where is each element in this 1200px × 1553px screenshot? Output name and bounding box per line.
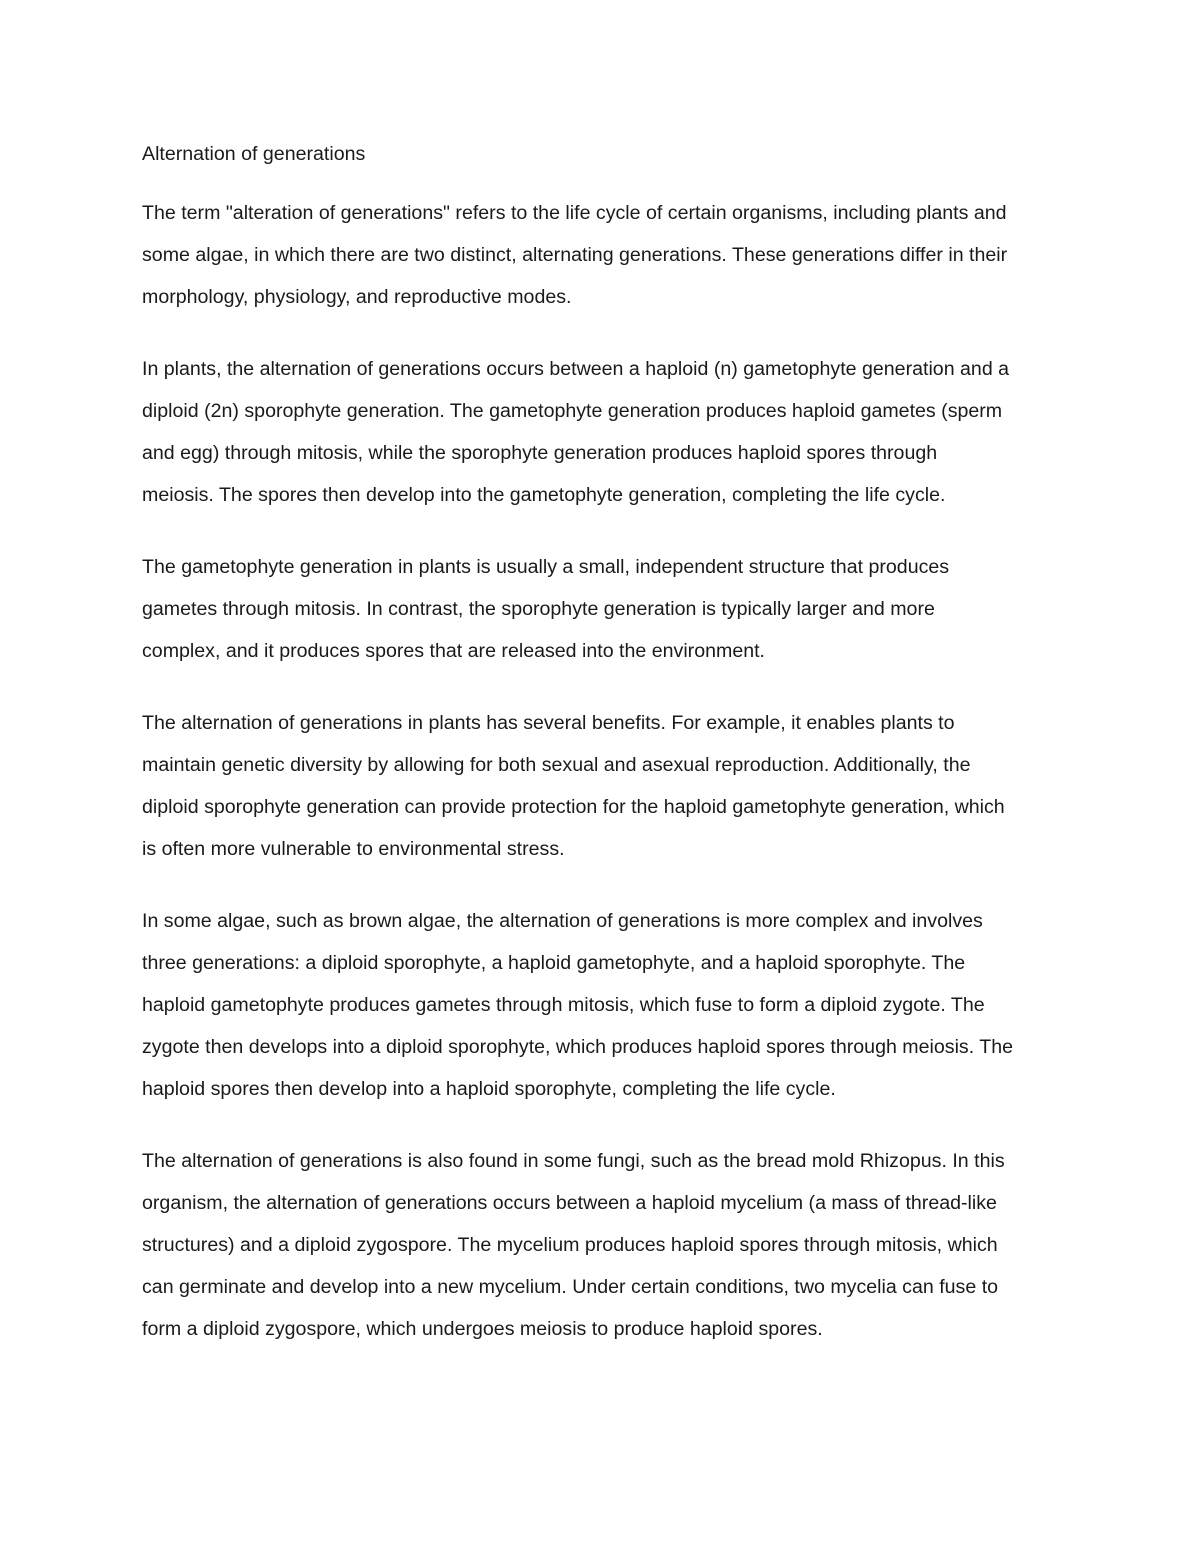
text-line: The alternation of generations in plants has several benefits. For example, it enables plants to	[142, 712, 955, 734]
text-line: The term "alteration of generations" refers to the life cycle of certain organisms, including plants and	[142, 202, 1007, 224]
text-line: gametes through mitosis. In contrast, the sporophyte generation is typically larger and more	[142, 598, 935, 620]
text-line: diploid sporophyte generation can provide protection for the haploid gametophyte generation, which	[142, 796, 1005, 818]
text-line: organism, the alternation of generations occurs between a haploid mycelium (a mass of thread-like	[142, 1192, 997, 1214]
text-line: maintain genetic diversity by allowing for both sexual and asexual reproduction. Additionally, the	[142, 754, 971, 776]
text-line: and egg) through mitosis, while the sporophyte generation produces haploid spores through	[142, 442, 938, 464]
paragraph-definition	[142, 192, 1082, 318]
text-line: is often more vulnerable to environmental stress.	[142, 838, 565, 860]
text-line: The gametophyte generation in plants is usually a small, independent structure that produces	[142, 556, 950, 578]
text-line: diploid (2n) sporophyte generation. The gametophyte generation produces haploid gametes (sperm	[142, 400, 1003, 422]
text-line: In some algae, such as brown algae, the alternation of generations is more complex and involves	[142, 910, 983, 932]
document-body	[142, 138, 1082, 1380]
text-line: three generations: a diploid sporophyte, a haploid gametophyte, and a haploid sporophyte. The	[142, 952, 966, 974]
paragraph-gametophyte	[142, 546, 1082, 672]
text-line: haploid gametophyte produces gametes through mitosis, which fuse to form a diploid zygote. The	[142, 994, 985, 1016]
text-line: form a diploid zygospore, which undergoes meiosis to produce haploid spores.	[142, 1318, 823, 1340]
paragraph-benefits	[142, 702, 1082, 870]
text-line: zygote then develops into a diploid sporophyte, which produces haploid spores through meiosis. The	[142, 1036, 1014, 1058]
paragraph-plants	[142, 348, 1082, 516]
text-line: meiosis. The spores then develop into the gametophyte generation, completing the life cycle.	[142, 484, 946, 506]
text-line: haploid spores then develop into a haploid sporophyte, completing the life cycle.	[142, 1078, 836, 1100]
paragraph-fungi	[142, 1140, 1082, 1350]
document-title: Alternation of generations	[142, 143, 366, 165]
text-line: The alternation of generations is also found in some fungi, such as the bread mold Rhizopus. In this	[142, 1150, 1005, 1172]
text-line: can germinate and develop into a new mycelium. Under certain conditions, two mycelia can fuse to	[142, 1276, 999, 1298]
text-line: In plants, the alternation of generations occurs between a haploid (n) gametophyte generation and a	[142, 358, 1010, 380]
text-line: morphology, physiology, and reproductive modes.	[142, 286, 572, 308]
paragraph-algae	[142, 900, 1082, 1110]
text-line: complex, and it produces spores that are released into the environment.	[142, 640, 766, 662]
text-line: structures) and a diploid zygospore. The mycelium produces haploid spores through mitosis, which	[142, 1234, 998, 1256]
text-line: some algae, in which there are two distinct, alternating generations. These generations differ in their	[142, 244, 1008, 266]
